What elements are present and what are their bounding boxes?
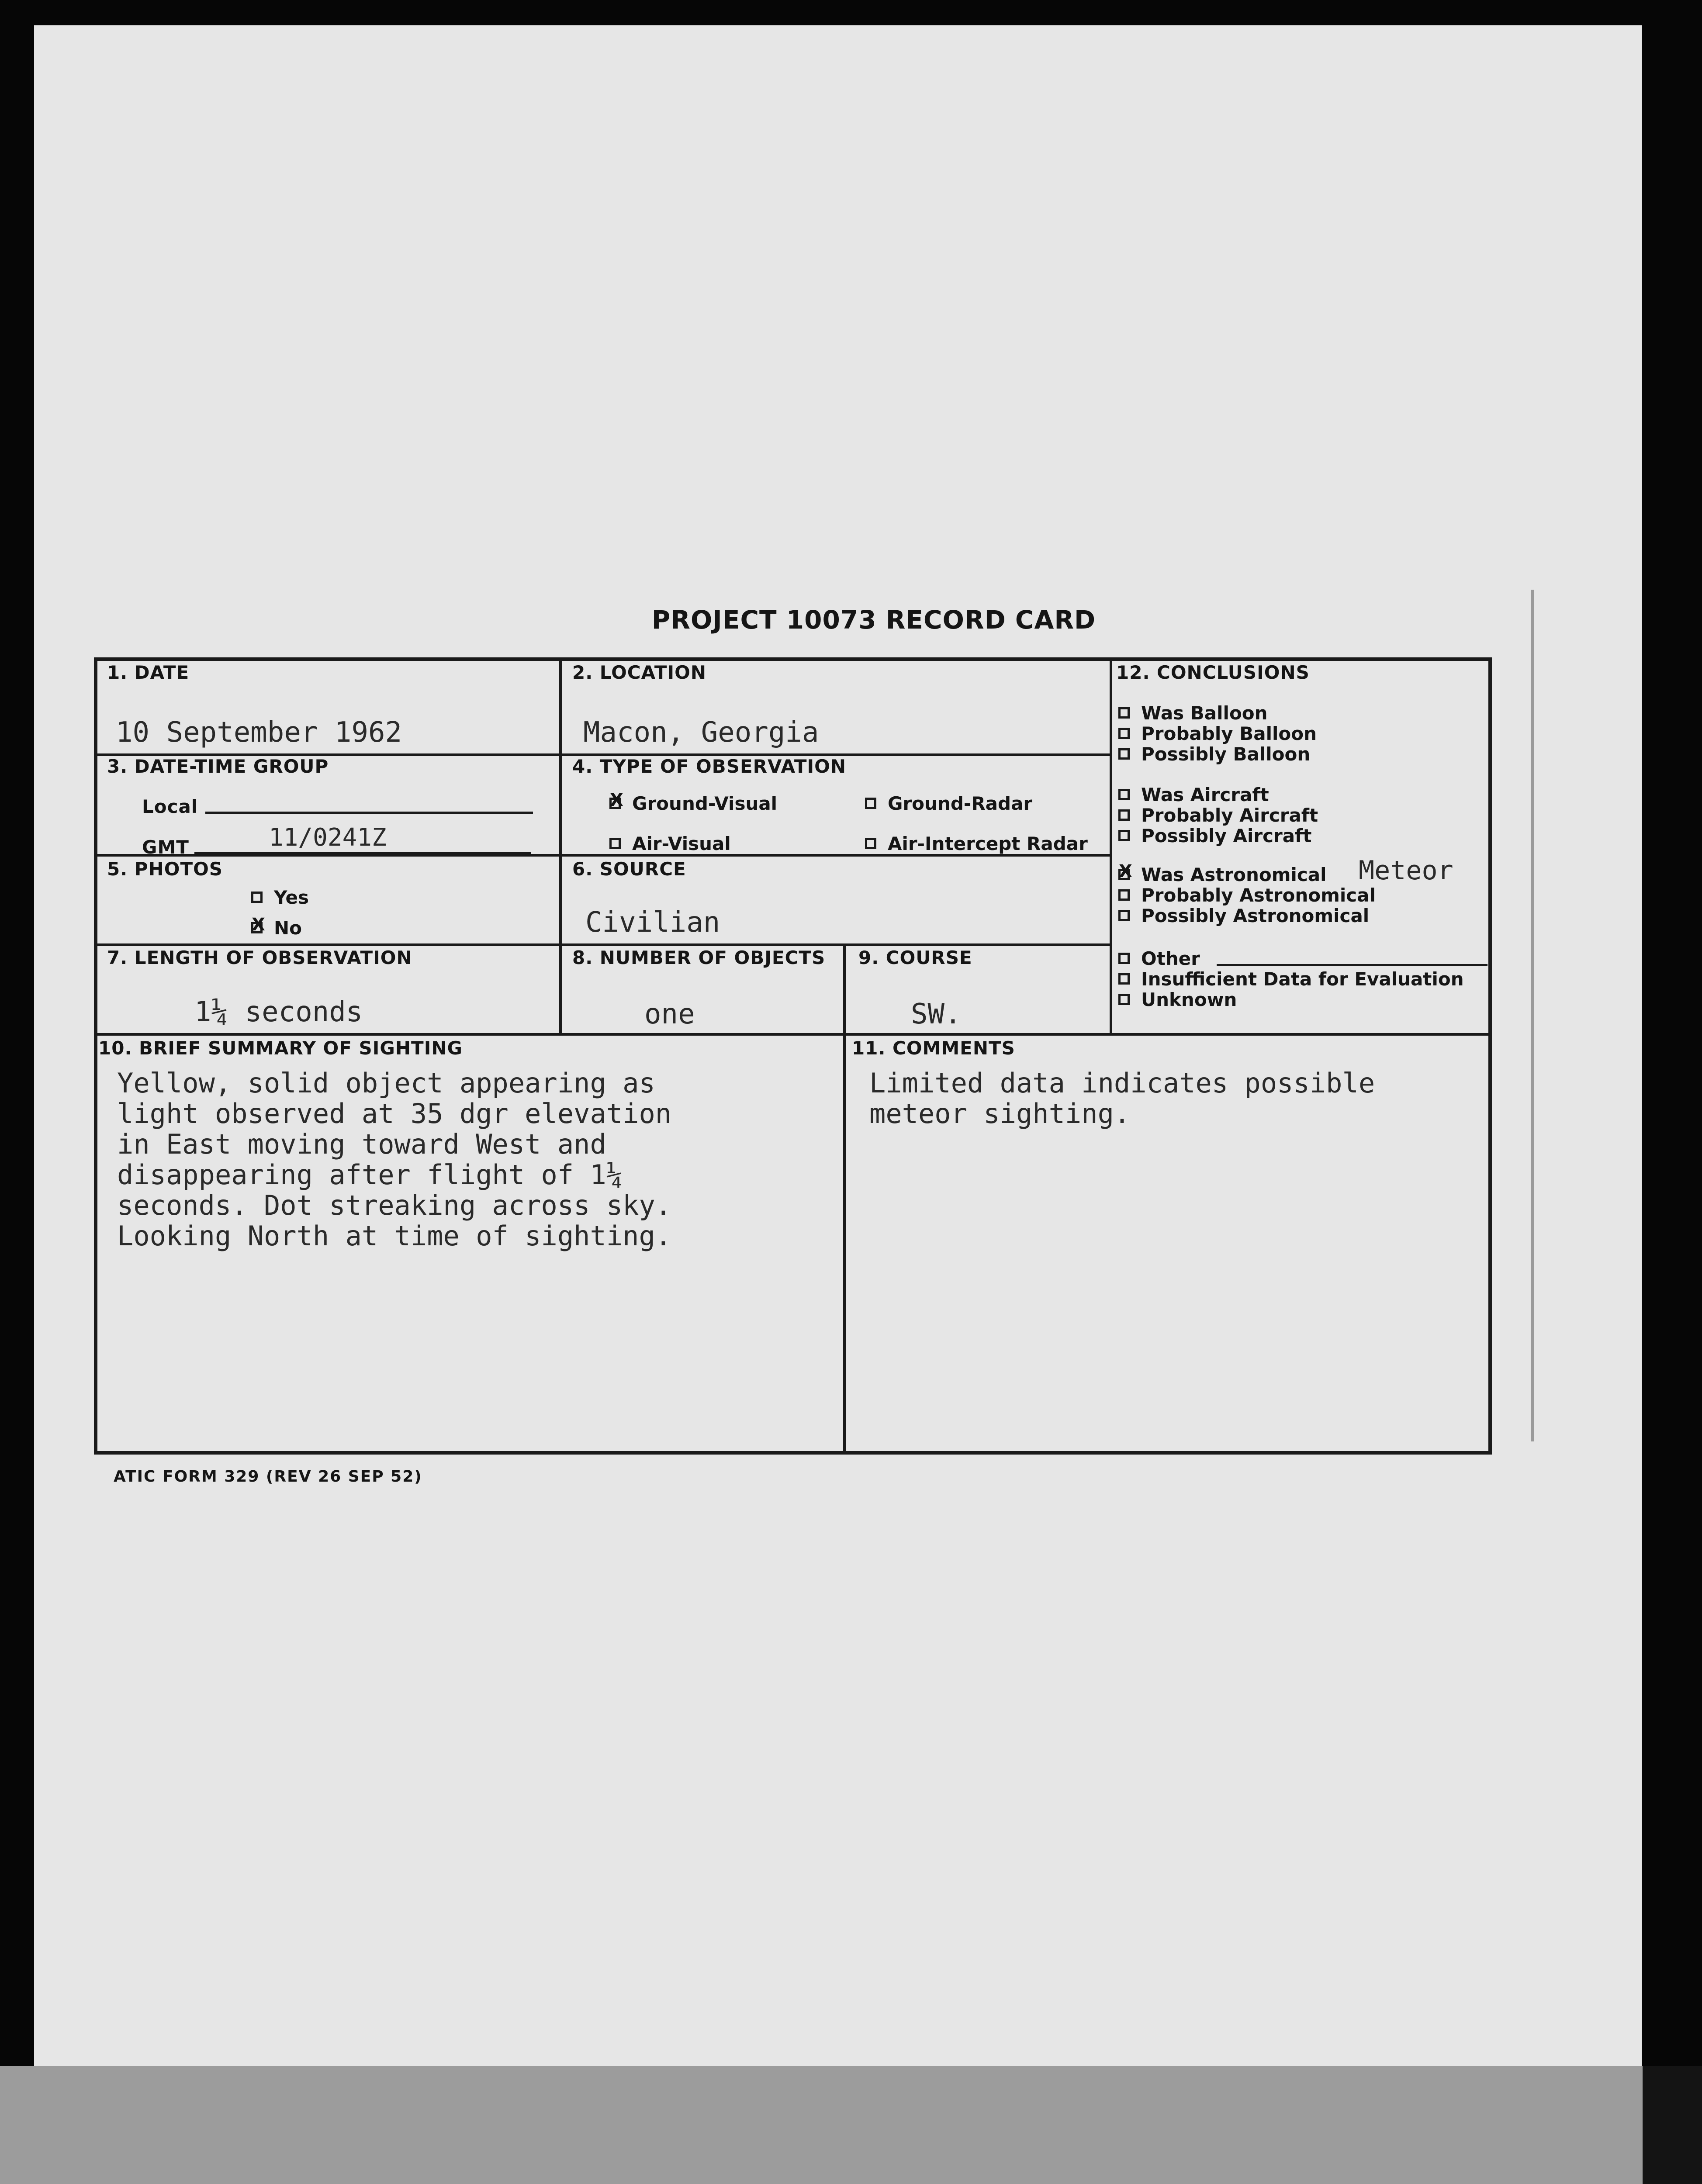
comments-label: 11. COMMENTS [852, 1037, 1015, 1059]
rule-row4 [94, 1033, 1492, 1036]
conclusion-was-astronomical[interactable]: XWas Astronomical [1118, 864, 1327, 885]
gmt-value: 11/0241Z [269, 823, 387, 852]
conclusion-other[interactable]: Other [1118, 948, 1200, 969]
gmt-underline [194, 852, 531, 854]
checkbox-icon [609, 838, 621, 849]
option-ground-visual[interactable]: XGround-Visual [609, 793, 777, 814]
source-label: 6. SOURCE [572, 858, 686, 880]
form-footer: ATIC FORM 329 (REV 26 SEP 52) [114, 1468, 422, 1486]
checkbox-checked-icon [1118, 869, 1130, 880]
photos-no[interactable]: XNo [251, 917, 302, 939]
conclusion-insufficient-data[interactable]: Insufficient Data for Evaluation [1118, 968, 1464, 990]
checkbox-icon [1118, 789, 1130, 800]
checkbox-icon [1118, 748, 1130, 760]
checkbox-icon [1118, 728, 1130, 739]
other-underline [1217, 964, 1488, 966]
astronomical-note: Meteor [1359, 855, 1453, 886]
rule-col3 [843, 943, 846, 1455]
checkbox-icon [1118, 809, 1130, 821]
checkbox-icon [251, 892, 263, 903]
conclusion-was-balloon[interactable]: Was Balloon [1118, 702, 1268, 724]
conclusions-label: 12. CONCLUSIONS [1116, 662, 1310, 683]
observation-type-label: 4. TYPE OF OBSERVATION [572, 756, 847, 777]
checkbox-icon [865, 798, 876, 809]
checkbox-icon [1118, 910, 1130, 921]
length-value: 1¼ seconds [194, 996, 363, 1028]
source-value: Civilian [585, 906, 720, 939]
dtg-label: 3. DATE-TIME GROUP [107, 756, 329, 777]
card-title: PROJECT 10073 RECORD CARD [651, 605, 1096, 635]
option-ground-radar[interactable]: Ground-Radar [865, 793, 1032, 814]
rule-col1 [559, 657, 562, 1033]
rule-row3 [94, 943, 1112, 946]
checkbox-icon [1118, 973, 1130, 985]
conclusion-possibly-aircraft[interactable]: Possibly Aircraft [1118, 825, 1311, 847]
course-label: 9. COURSE [858, 947, 972, 968]
background-lower-inner [0, 2066, 1643, 2184]
objects-label: 8. NUMBER OF OBJECTS [572, 947, 826, 968]
gmt-label: GMT [142, 836, 189, 858]
option-air-intercept-radar[interactable]: Air-Intercept Radar [865, 833, 1088, 854]
conclusion-was-aircraft[interactable]: Was Aircraft [1118, 784, 1269, 805]
paper-edge-line [1531, 590, 1534, 1441]
checkbox-icon [865, 838, 876, 849]
conclusion-probably-balloon[interactable]: Probably Balloon [1118, 723, 1317, 744]
course-value: SW. [911, 998, 962, 1030]
conclusion-probably-aircraft[interactable]: Probably Aircraft [1118, 805, 1318, 826]
summary-text: Yellow, solid object appearing as light observed at 35 dgr elevation in East moving toward West and disappearing after flight of 1¼ seconds. Dot streaking across sky. Looking North at time of sighting. [117, 1067, 672, 1252]
local-underline [205, 812, 533, 814]
location-value: Macon, Georgia [583, 716, 819, 749]
length-label: 7. LENGTH OF OBSERVATION [107, 947, 412, 968]
photos-label: 5. PHOTOS [107, 858, 223, 880]
checkbox-checked-icon [609, 798, 621, 809]
conclusion-unknown[interactable]: Unknown [1118, 989, 1237, 1010]
photos-yes[interactable]: Yes [251, 887, 309, 908]
checkbox-icon [1118, 994, 1130, 1005]
checkbox-icon [1118, 707, 1130, 719]
comments-text: Limited data indicates possible meteor sighting. [869, 1067, 1375, 1130]
objects-value: one [644, 998, 695, 1030]
checkbox-icon [1118, 830, 1130, 841]
location-label: 2. LOCATION [572, 662, 706, 683]
option-air-visual[interactable]: Air-Visual [609, 833, 731, 854]
summary-label: 10. BRIEF SUMMARY OF SIGHTING [98, 1037, 463, 1059]
local-label: Local [142, 796, 198, 817]
rule-col2 [1110, 657, 1112, 1033]
checkbox-icon [1118, 953, 1130, 964]
date-label: 1. DATE [107, 662, 190, 683]
conclusion-possibly-astronomical[interactable]: Possibly Astronomical [1118, 905, 1369, 926]
conclusion-probably-astronomical[interactable]: Probably Astronomical [1118, 885, 1376, 906]
date-value: 10 September 1962 [116, 716, 402, 749]
conclusion-possibly-balloon[interactable]: Possibly Balloon [1118, 743, 1310, 765]
checkbox-checked-icon [251, 922, 263, 933]
checkbox-icon [1118, 889, 1130, 901]
